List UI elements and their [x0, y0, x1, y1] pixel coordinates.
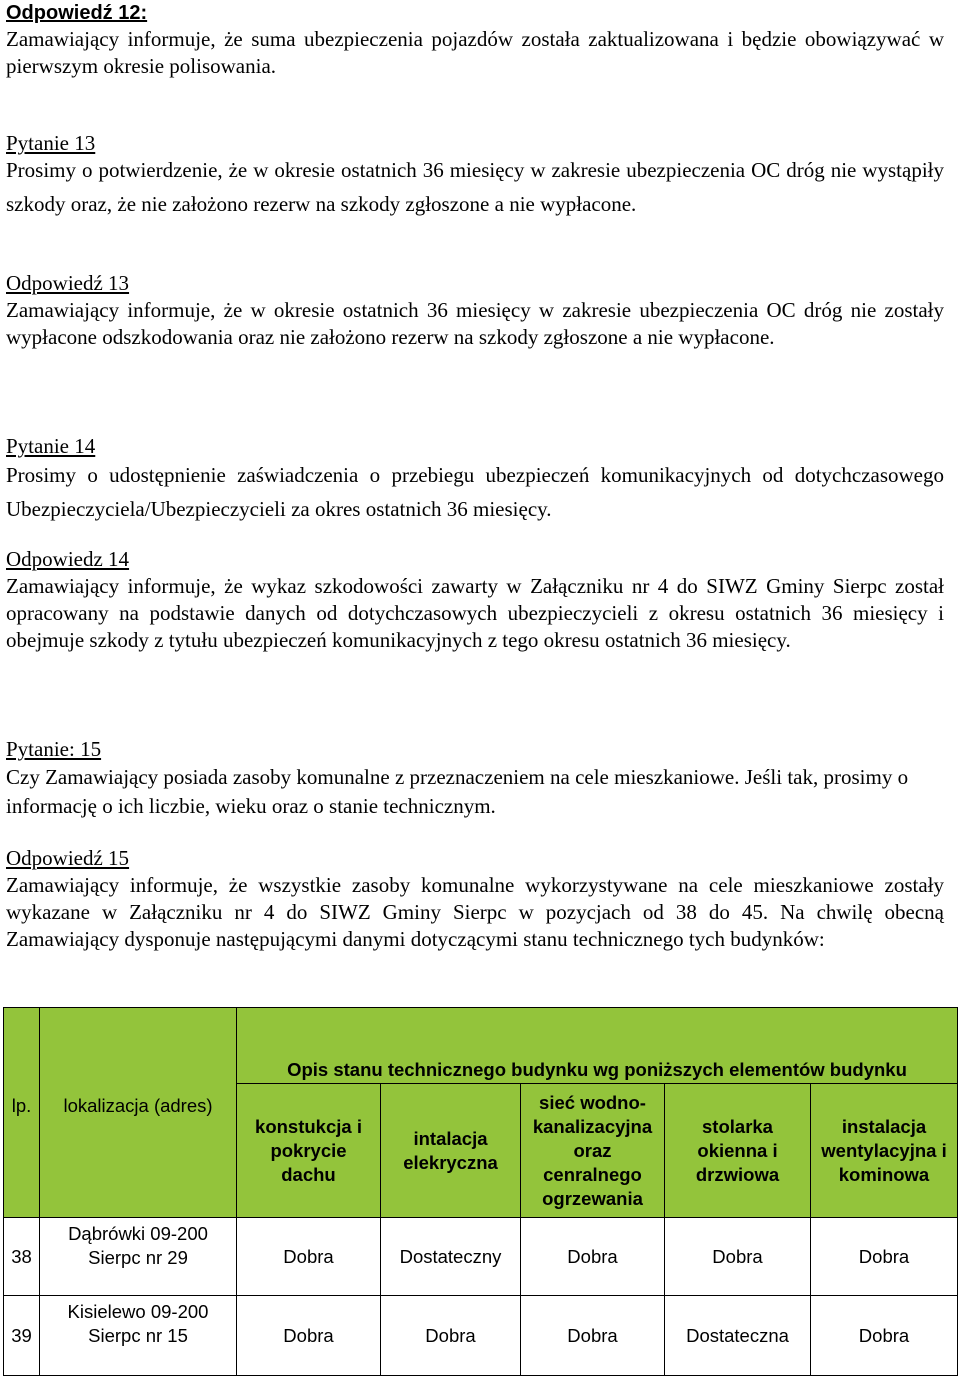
question-13-heading: Pytanie 13: [6, 131, 96, 155]
row-lp: 38: [4, 1218, 40, 1296]
column-header-ventilation: instalacja wentylacyjna i kominowa: [811, 1084, 958, 1218]
row-value: Dobra: [811, 1218, 958, 1296]
row-location: Dąbrówki 09-200 Sierpc nr 29: [40, 1218, 237, 1296]
table-corner-cell: [4, 1008, 40, 1084]
row-value: Dobra: [381, 1296, 521, 1376]
row-value: Dobra: [665, 1218, 811, 1296]
answer-13-body: Zamawiający informuje, że w okresie ostatnich 36 miesięcy w zakresie ubezpieczenia OC dróg nie zostały wypłacone odszkodowania oraz nie założono rezerw na szkody zgłoszone a nie wypłacone.: [6, 298, 944, 349]
table-row: [4, 1296, 958, 1376]
column-header-location: lokalizacja (adres): [40, 1084, 237, 1218]
group-header: Opis stanu technicznego budynku wg poniższych elementów budynku: [237, 1008, 958, 1084]
row-lp: 39: [4, 1296, 40, 1376]
column-header-water-heating: sieć wodno-kanalizacyjna oraz cenralnego ogrzewania: [521, 1084, 665, 1218]
row-value: Dobra: [521, 1296, 665, 1376]
column-header-electrical: intalacja elekryczna: [381, 1084, 521, 1218]
answer-14-heading: Odpowiedz 14: [6, 547, 130, 571]
column-header-windows-doors: stolarka okienna i drzwiowa: [665, 1084, 811, 1218]
column-header-roof: konstukcja i pokrycie dachu: [237, 1084, 381, 1218]
building-condition-table: [3, 1007, 958, 1376]
row-value: Dostateczna: [665, 1296, 811, 1376]
column-header-lp: lp.: [4, 1084, 40, 1218]
table-row: [4, 1218, 958, 1296]
answer-12: [6, 0, 944, 80]
answer-12-heading: Odpowiedź 12:: [6, 2, 148, 24]
question-15-heading: Pytanie: 15: [6, 737, 102, 761]
question-15: [6, 736, 944, 821]
answer-15-body: Zamawiający informuje, że wszystkie zasoby komunalne wykorzystywane na cele mieszkaniowe zostały wykazane w Załączniku nr 4 do SIWZ Gminy Sierpc w pozycjach od 38 do 45. Na chwilę obecną Zamawiający dysponuje następującymi danymi dotyczącymi stanu technicznego tych budynków:: [6, 873, 944, 951]
answer-14: [6, 546, 944, 654]
row-location: Kisielewo 09-200 Sierpc nr 15: [40, 1296, 237, 1376]
answer-13-heading: Odpowiedź 13: [6, 271, 130, 295]
row-value: Dobra: [237, 1218, 381, 1296]
question-14-heading: Pytanie 14: [6, 434, 96, 458]
table-corner-cell: [40, 1008, 237, 1084]
question-13-body: Prosimy o potwierdzenie, że w okresie ostatnich 36 miesięcy w zakresie ubezpieczenia OC dróg nie wystąpiły szkody oraz, że nie założono rezerw na szkody zgłoszone a nie wypłacone.: [6, 158, 944, 216]
answer-12-body: Zamawiający informuje, że suma ubezpieczenia pojazdów została zaktualizowana i będzie obowiązywać w pierwszym okresie polisowania.: [6, 27, 944, 78]
row-value: Dobra: [237, 1296, 381, 1376]
answer-15: [6, 845, 944, 953]
question-15-body: Czy Zamawiający posiada zasoby komunalne z przeznaczeniem na cele mieszkaniowe. Jeśli tak, prosimy o informację o ich liczbie, wieku oraz o stanie technicznym.: [6, 765, 909, 818]
question-14: [6, 433, 944, 526]
question-14-body: Prosimy o udostępnienie zaświadczenia o przebiegu ubezpieczeń komunikacyjnych od dotychczasowego Ubezpieczyciela/Ubezpieczycieli za okres ostatnich 36 miesięcy.: [6, 463, 944, 521]
question-13: [6, 130, 944, 221]
answer-14-body: Zamawiający informuje, że wykaz szkodowości zawarty w Załączniku nr 4 do SIWZ Gminy Sierpc został opracowany na podstawie danych od dotychczasowych ubezpieczycieli z okresu ostatnich 36 miesięcy i obejmuje szkody z tytułu ubezpieczeń komunikacyjnych z tego okresu ostatnich 36 miesięcy.: [6, 574, 944, 652]
row-value: Dobra: [521, 1218, 665, 1296]
answer-13: [6, 270, 944, 351]
answer-15-heading: Odpowiedź 15: [6, 846, 130, 870]
row-value: Dobra: [811, 1296, 958, 1376]
row-value: Dostateczny: [381, 1218, 521, 1296]
